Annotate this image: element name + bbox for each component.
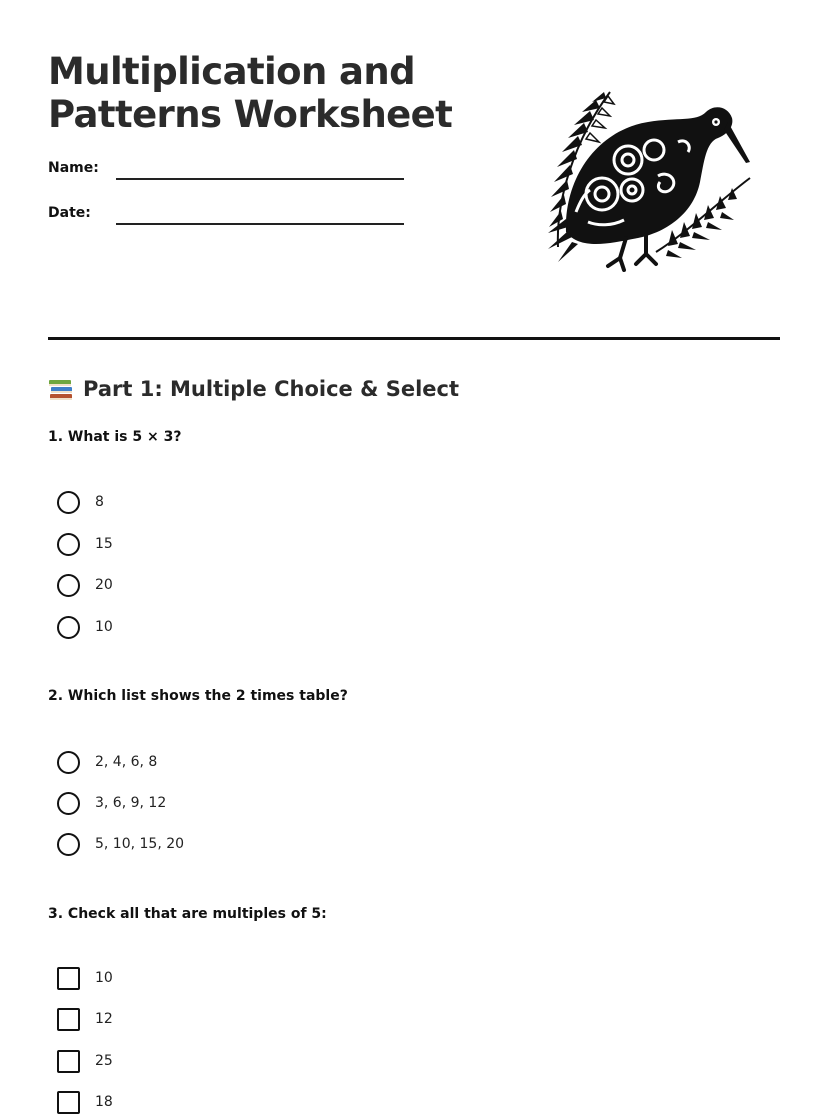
section-1-title — [48, 374, 459, 404]
checkbox[interactable] — [57, 967, 80, 990]
option-label: 10 — [95, 970, 113, 986]
question-2: 2. Which list shows the 2 times table? — [48, 688, 348, 704]
radio-button[interactable] — [57, 533, 80, 556]
name-field[interactable] — [48, 160, 408, 190]
date-input-line[interactable] — [116, 223, 404, 225]
checkbox[interactable] — [57, 1008, 80, 1031]
q2-option-2s[interactable] — [57, 751, 457, 777]
option-label: 20 — [95, 577, 113, 593]
q2-option-3s[interactable] — [57, 792, 457, 818]
title-line-2: Patterns Worksheet — [48, 93, 453, 136]
section-divider — [48, 337, 780, 340]
kiwi-bird-logo — [528, 82, 760, 272]
checkbox[interactable] — [57, 1091, 80, 1114]
option-label: 12 — [95, 1011, 113, 1027]
q3-option-18[interactable] — [57, 1091, 457, 1117]
option-label: 2, 4, 6, 8 — [95, 754, 158, 770]
radio-button[interactable] — [57, 491, 80, 514]
option-label: 10 — [95, 619, 113, 635]
option-label: 8 — [95, 494, 104, 510]
date-field[interactable] — [48, 205, 408, 235]
q1-option-8[interactable] — [57, 491, 457, 517]
question-3: 3. Check all that are multiples of 5: — [48, 906, 327, 922]
radio-button[interactable] — [57, 616, 80, 639]
radio-button[interactable] — [57, 751, 80, 774]
q2-option-5s[interactable] — [57, 833, 457, 859]
checkbox[interactable] — [57, 1050, 80, 1073]
q1-option-15[interactable] — [57, 533, 457, 559]
q3-option-10[interactable] — [57, 967, 457, 993]
name-input-line[interactable] — [116, 178, 404, 180]
option-label: 3, 6, 9, 12 — [95, 795, 167, 811]
q1-option-20[interactable] — [57, 574, 457, 600]
name-label: Name: — [48, 160, 99, 176]
option-label: 18 — [95, 1094, 113, 1110]
title-line-1: Multiplication and — [48, 50, 415, 93]
books-icon — [48, 378, 75, 402]
radio-button[interactable] — [57, 792, 80, 815]
option-label: 15 — [95, 536, 113, 552]
option-label: 5, 10, 15, 20 — [95, 836, 185, 852]
worksheet-title — [48, 50, 452, 136]
q3-option-25[interactable] — [57, 1050, 457, 1076]
q1-option-10[interactable] — [57, 616, 457, 642]
radio-button[interactable] — [57, 574, 80, 597]
question-1: 1. What is 5 × 3? — [48, 429, 182, 445]
date-label: Date: — [48, 205, 91, 221]
section-1-title-text: Part 1: Multiple Choice & Select — [83, 377, 460, 401]
q3-option-12[interactable] — [57, 1008, 457, 1034]
radio-button[interactable] — [57, 833, 80, 856]
option-label: 25 — [95, 1053, 113, 1069]
